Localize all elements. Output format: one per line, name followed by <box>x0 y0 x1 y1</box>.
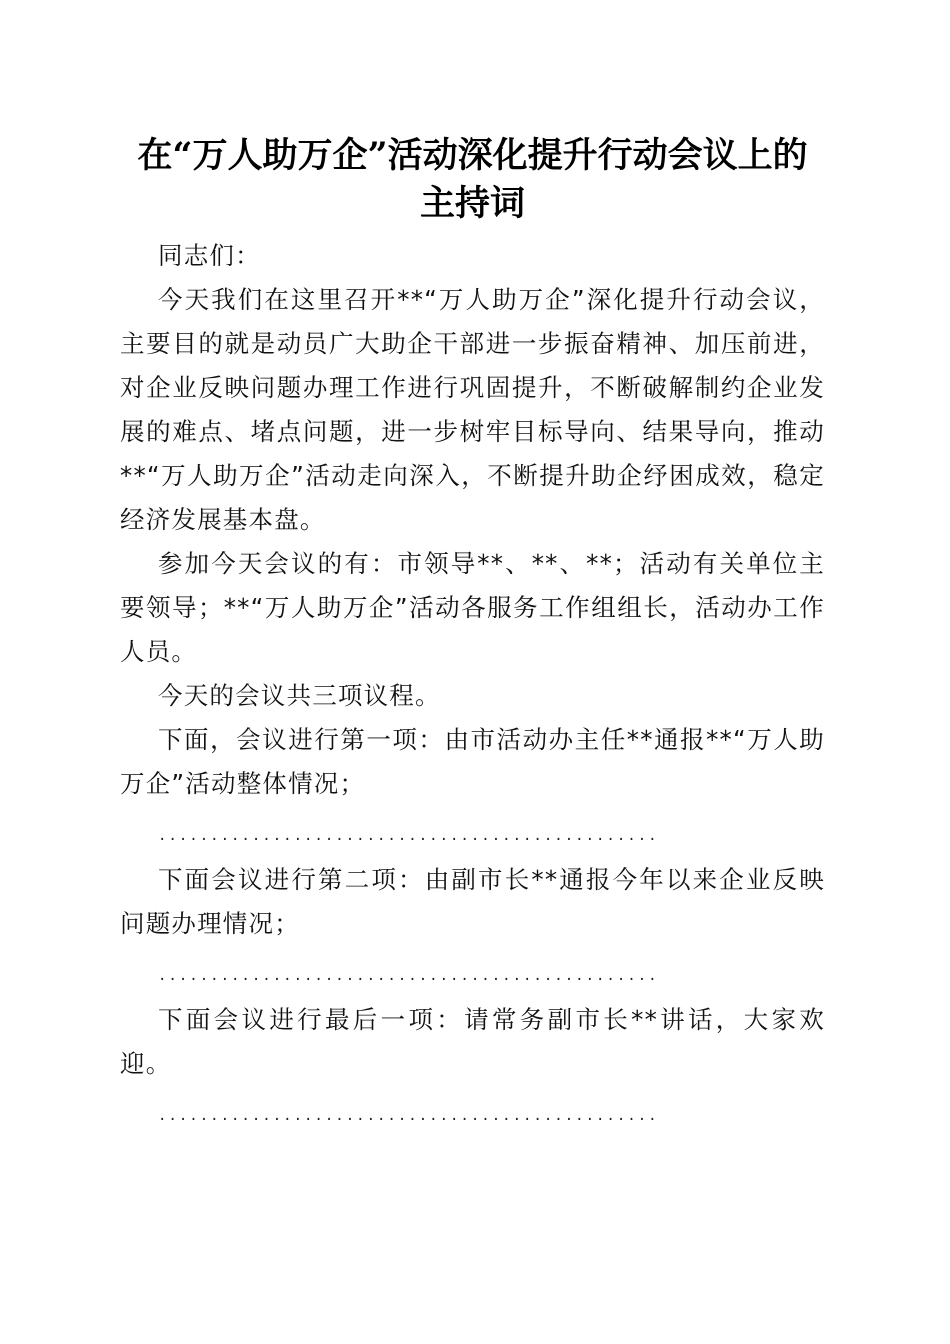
paragraph-purpose: 今天我们在这里召开**“万人助万企”深化提升行动会议，主要目的就是动员广大助企干部进一步振奋精神、加压前进，对企业反映问题办理工作进行巩固提升，不断破解制约企业发展的难点、堵点问题，进一步树牢目标导向、结果导向，推动**“万人助万企”活动走向深入，不断提升助企纾困成效，稳定经济发展基本盘。 <box>120 285 825 534</box>
paragraph-agenda-item-3: 下面会议进行最后一项：请常务副市长**讲话，大家欢迎。 <box>120 1005 825 1078</box>
paragraph-agenda-item-1: 下面，会议进行第一项：由市活动办主任**通报**“万人助万企”活动整体情况； <box>120 725 825 798</box>
ellipsis-line: ................................................ <box>158 828 659 844</box>
paragraph-agenda-item-2: 下面会议进行第二项：由副市长**通报今年以来企业反映问题办理情况； <box>120 865 825 938</box>
salutation: 同志们： <box>158 241 261 270</box>
document-body <box>120 132 825 1138</box>
paragraph-attendees: 参加今天会议的有：市领导**、**、**；活动有关单位主要领导；**“万人助万企”活动各服务工作组组长，活动办工作人员。 <box>120 549 825 666</box>
ellipsis-line: ................................................ <box>158 1108 659 1124</box>
document-title: 在“万人助万企”活动深化提升行动会议上的主持词 <box>137 135 808 224</box>
paragraph-agenda-count: 今天的会议共三项议程。 <box>158 681 441 710</box>
ellipsis-line: ................................................ <box>158 968 659 984</box>
